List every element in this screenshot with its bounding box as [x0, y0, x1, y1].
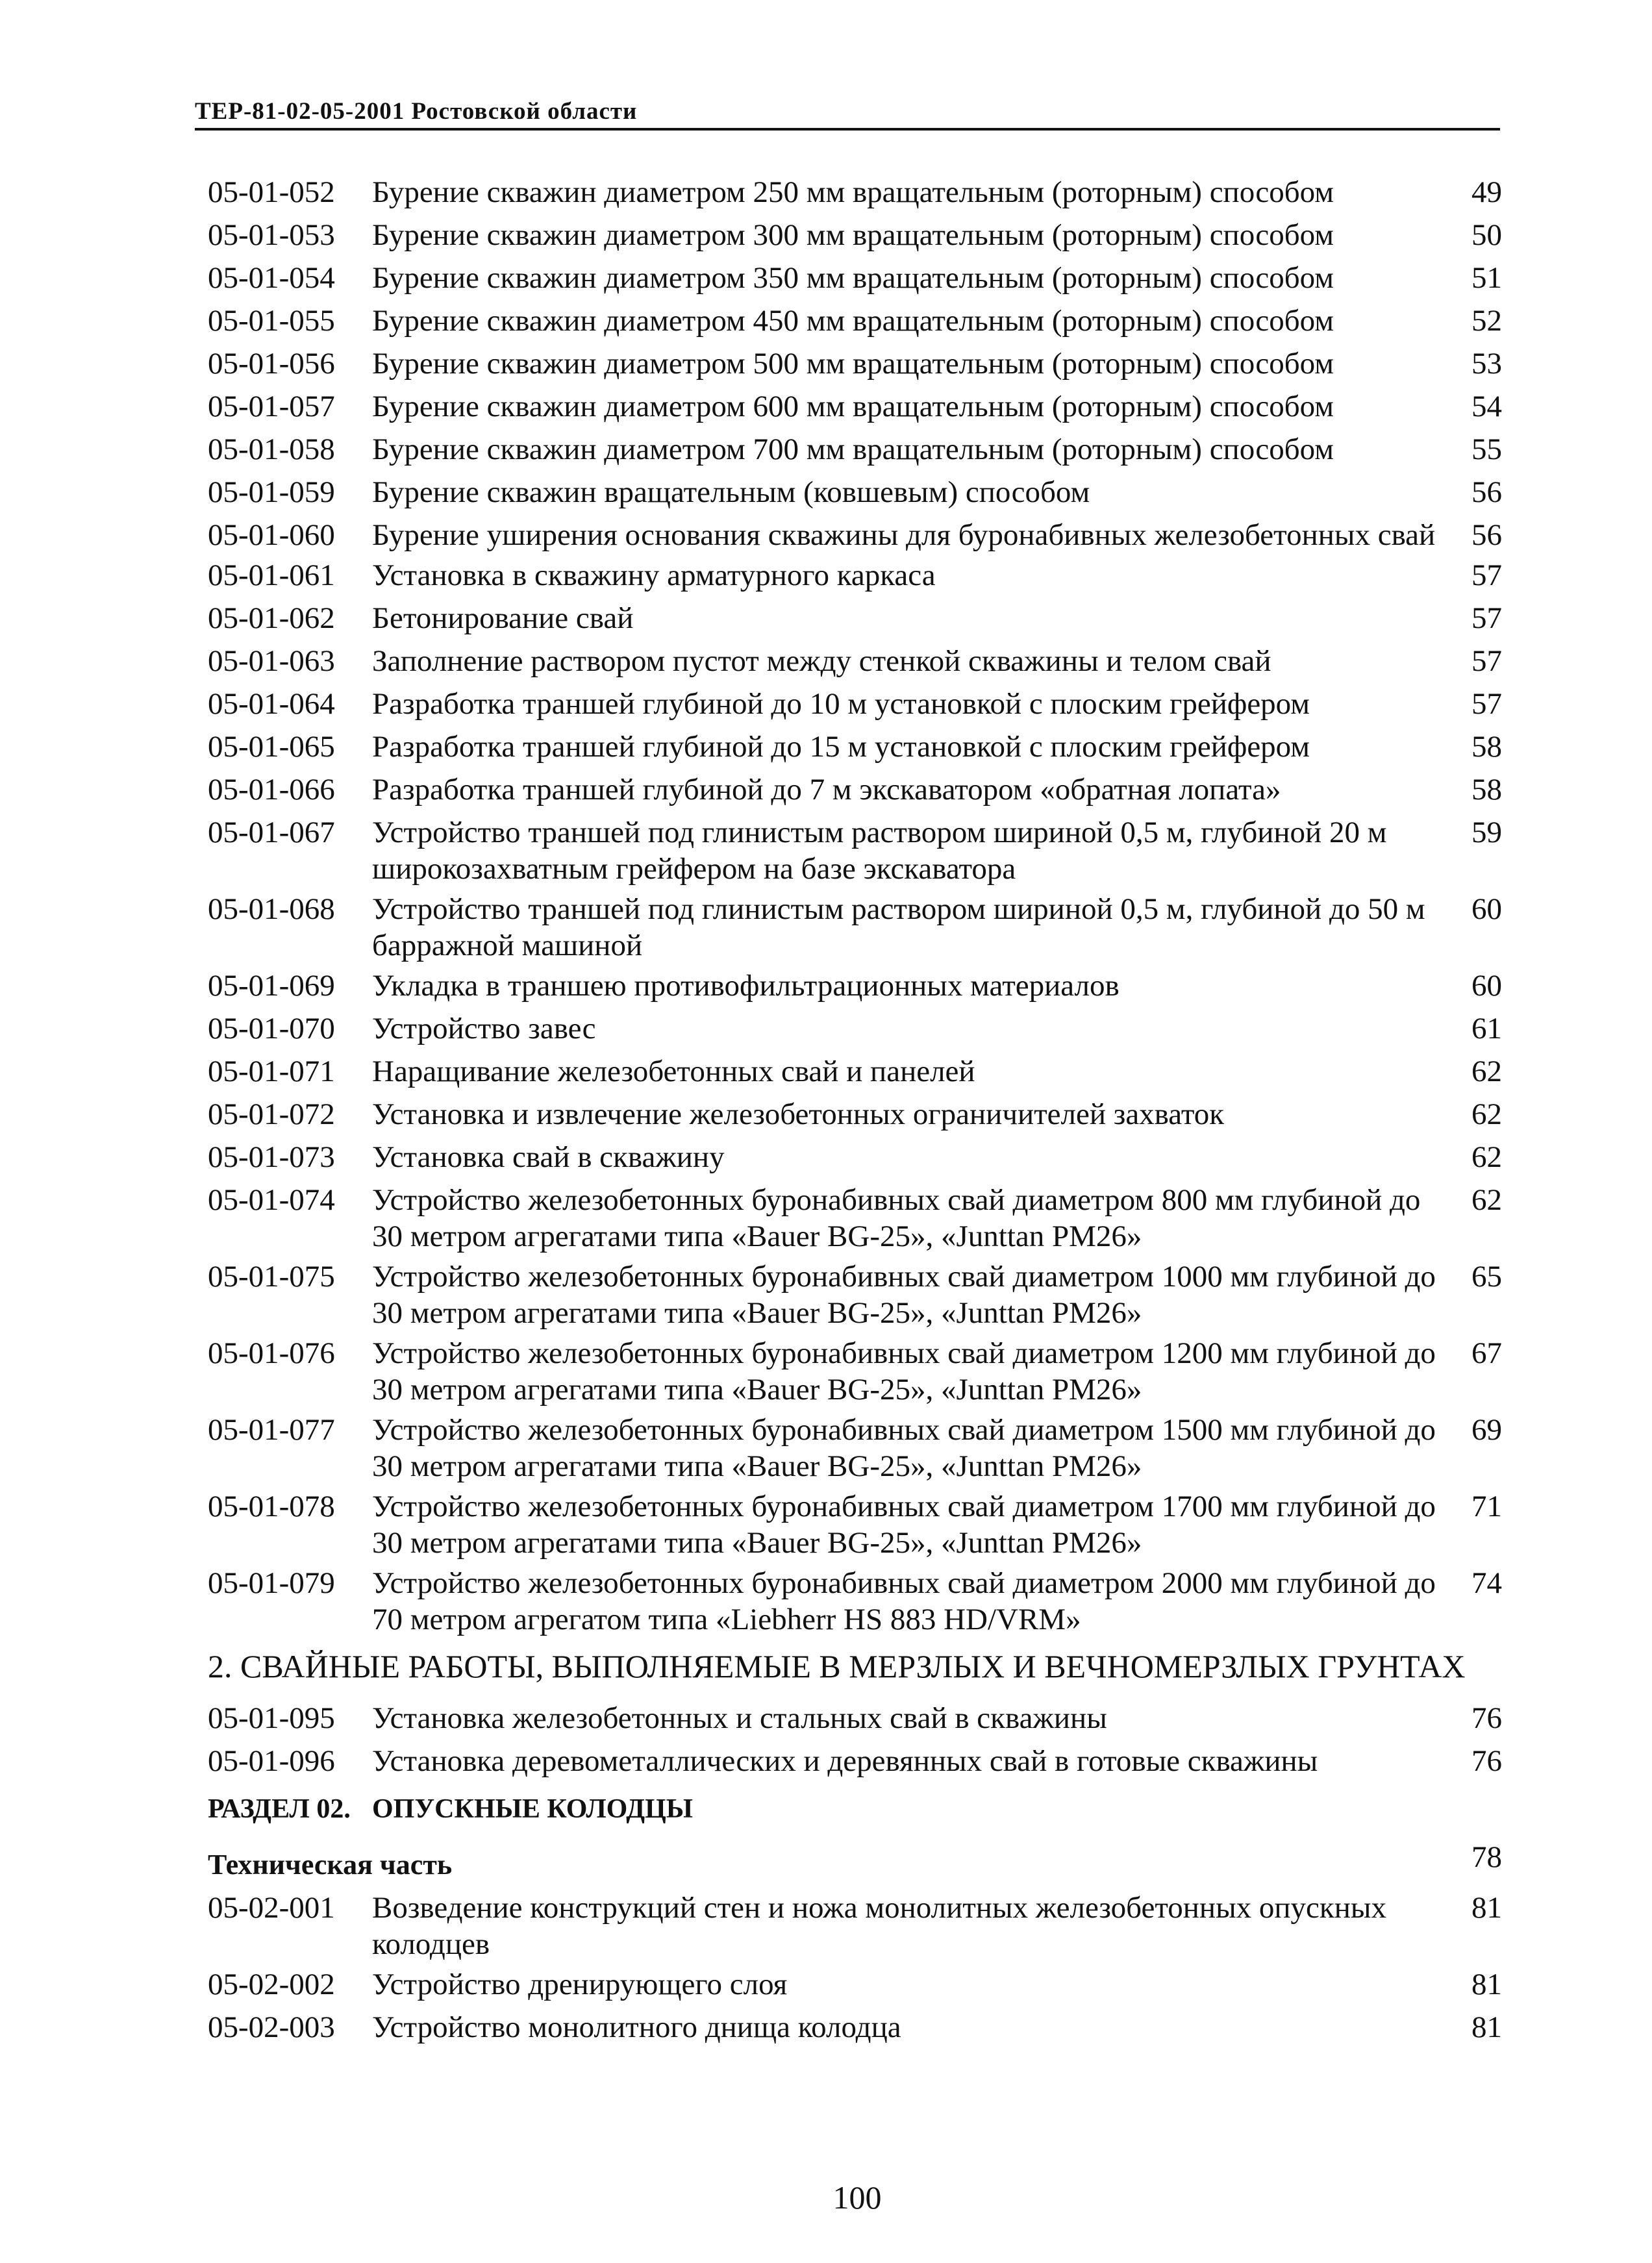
toc-entry-page: 65 [1471, 1260, 1502, 1294]
toc-entry[interactable] [208, 1890, 1513, 1962]
toc-entry-title: Бурение скважин диаметром 250 мм вращательным (роторным) способом [372, 175, 1334, 209]
part-label: РАЗДЕЛ 02. [208, 1794, 351, 1824]
toc-group-part1 [208, 174, 1513, 1638]
toc-entry[interactable] [208, 1412, 1513, 1484]
toc-entry-title: Устройство железобетонных буронабивных свай диаметром 1500 мм глубиной до 30 метром агрегатами типа «Bauer BG-25», «Junttan PM26» [372, 1413, 1436, 1483]
table-of-contents [208, 174, 1513, 2052]
toc-entry-code: 05-01-064 [208, 687, 335, 721]
toc-entry[interactable] [208, 1488, 1513, 1561]
toc-entry-code: 05-01-067 [208, 816, 335, 849]
toc-entry-page: 60 [1471, 969, 1502, 1003]
toc-entry-code: 05-01-078 [208, 1490, 335, 1523]
toc-entry-code: 05-01-052 [208, 175, 335, 209]
toc-entry-title: Установка деревометаллических и деревянных свай в готовые скважины [372, 1744, 1318, 1778]
toc-entry[interactable] [208, 388, 1513, 425]
toc-entry-page: 54 [1471, 390, 1502, 423]
technical-part-row[interactable] [208, 1840, 1513, 1883]
toc-entry-code: 05-01-074 [208, 1183, 335, 1217]
toc-entry[interactable] [208, 557, 1513, 594]
toc-entry-title: Бурение скважин диаметром 600 мм вращательным (роторным) способом [372, 390, 1334, 423]
toc-entry-page: 81 [1471, 2010, 1502, 2044]
toc-entry-title: Устройство железобетонных буронабивных свай диаметром 1000 мм глубиной до 30 метром агрегатами типа «Bauer BG-25», «Junttan PM26» [372, 1260, 1436, 1330]
toc-entry[interactable] [208, 260, 1513, 296]
toc-entry-code: 05-01-096 [208, 1744, 335, 1778]
toc-entry[interactable] [208, 686, 1513, 722]
toc-entry[interactable] [208, 1743, 1513, 1779]
toc-entry-code: 05-01-070 [208, 1012, 335, 1045]
toc-entry-page: 81 [1471, 1891, 1502, 1925]
toc-entry-title: Устройство железобетонных буронабивных свай диаметром 1700 мм глубиной до 30 метром агрегатами типа «Bauer BG-25», «Junttan PM26» [372, 1490, 1436, 1560]
toc-entry-code: 05-01-055 [208, 304, 335, 338]
toc-entry-page: 62 [1471, 1183, 1502, 1217]
toc-entry-code: 05-01-069 [208, 969, 335, 1003]
toc-entry[interactable] [208, 968, 1513, 1004]
toc-entry[interactable] [208, 814, 1513, 887]
toc-entry[interactable] [208, 600, 1513, 636]
toc-entry[interactable] [208, 1096, 1513, 1132]
toc-entry-title: Установка свай в скважину [372, 1140, 725, 1174]
toc-entry-title: Установка железобетонных и стальных свай в скважины [372, 1701, 1107, 1735]
toc-entry-title: Установка в скважину арматурного каркаса [372, 558, 936, 592]
toc-entry[interactable] [208, 1258, 1513, 1331]
toc-entry-code: 05-01-066 [208, 773, 335, 806]
toc-entry-page: 58 [1471, 773, 1502, 806]
toc-entry-page: 59 [1471, 816, 1502, 849]
toc-entry-code: 05-01-056 [208, 347, 335, 381]
toc-entry-title: Бурение скважин диаметром 300 мм вращательным (роторным) способом [372, 218, 1334, 252]
toc-entry-page: 58 [1471, 730, 1502, 764]
toc-entry[interactable] [208, 729, 1513, 765]
toc-entry-page: 50 [1471, 218, 1502, 252]
technical-part-page: 78 [1471, 1840, 1502, 1874]
toc-entry-code: 05-01-057 [208, 390, 335, 423]
toc-entry-title: Устройство железобетонных буронабивных свай диаметром 1200 мм глубиной до 30 метром агрегатами типа «Bauer BG-25», «Junttan PM26» [372, 1336, 1436, 1407]
toc-entry-code: 05-01-072 [208, 1097, 335, 1131]
toc-entry-code: 05-01-053 [208, 218, 335, 252]
toc-entry-page: 57 [1471, 644, 1502, 678]
toc-entry-code: 05-02-002 [208, 1968, 335, 2001]
toc-entry-page: 56 [1471, 518, 1502, 552]
toc-entry-code: 05-01-076 [208, 1336, 335, 1370]
toc-entry-page: 53 [1471, 347, 1502, 381]
toc-entry-title: Установка и извлечение железобетонных ограничителей захваток [372, 1097, 1225, 1131]
toc-entry-page: 52 [1471, 304, 1502, 338]
toc-entry[interactable] [208, 174, 1513, 210]
toc-entry-title: Возведение конструкций стен и ножа монолитных железобетонных опускных колодцев [372, 1891, 1386, 1961]
toc-entry-page: 74 [1471, 1566, 1502, 1600]
toc-entry-code: 05-01-068 [208, 892, 335, 926]
toc-entry[interactable] [208, 517, 1513, 553]
toc-entry-code: 05-01-077 [208, 1413, 335, 1447]
toc-entry[interactable] [208, 771, 1513, 808]
toc-entry-code: 05-01-062 [208, 601, 335, 635]
toc-entry[interactable] [208, 1053, 1513, 1090]
toc-entry[interactable] [208, 217, 1513, 253]
toc-entry[interactable] [208, 1966, 1513, 2003]
toc-entry-title: Бурение скважин диаметром 350 мм вращательным (роторным) способом [372, 261, 1334, 295]
toc-entry-title: Устройство траншей под глинистым раствором шириной 0,5 м, глубиной 20 м широкозахватным грейфером на базе экскаватора [372, 816, 1387, 886]
toc-entry-code: 05-01-095 [208, 1701, 335, 1735]
toc-group-part3 [208, 1890, 1513, 2045]
toc-entry-page: 62 [1471, 1140, 1502, 1174]
toc-entry-page: 76 [1471, 1744, 1502, 1778]
toc-entry-code: 05-01-063 [208, 644, 335, 678]
page-number: 100 [832, 2179, 882, 2216]
toc-entry-code: 05-01-065 [208, 730, 335, 764]
toc-entry[interactable] [208, 891, 1513, 964]
toc-entry-page: 71 [1471, 1490, 1502, 1523]
toc-entry-page: 61 [1471, 1012, 1502, 1045]
toc-entry[interactable] [208, 431, 1513, 468]
toc-entry-title: Бурение скважин вращательным (ковшевым) способом [372, 475, 1090, 509]
toc-entry[interactable] [208, 1335, 1513, 1408]
toc-group-part2 [208, 1700, 1513, 1779]
toc-entry-code: 05-02-003 [208, 2010, 335, 2044]
toc-entry-code: 05-01-075 [208, 1260, 335, 1294]
toc-entry[interactable] [208, 1182, 1513, 1255]
toc-entry-title: Разработка траншей глубиной до 7 м экскаватором «обратная лопата» [372, 773, 1281, 806]
toc-entry[interactable] [208, 1700, 1513, 1736]
toc-entry[interactable] [208, 1139, 1513, 1175]
toc-entry[interactable] [208, 1565, 1513, 1638]
toc-entry-title: Устройство железобетонных буронабивных свай диаметром 800 мм глубиной до 30 метром агрегатами типа «Bauer BG-25», «Junttan PM26» [372, 1183, 1421, 1253]
toc-entry-page: 60 [1471, 892, 1502, 926]
toc-entry-page: 62 [1471, 1055, 1502, 1088]
toc-entry-title: Бетонирование свай [372, 601, 634, 635]
part-title: ОПУСКНЫЕ КОЛОДЦЫ [372, 1794, 694, 1824]
toc-entry-code: 05-01-058 [208, 432, 335, 466]
toc-entry-title: Наращивание железобетонных свай и панелей [372, 1055, 975, 1088]
toc-entry-title: Разработка траншей глубиной до 15 м установкой с плоским грейфером [372, 730, 1310, 764]
toc-entry-title: Заполнение раствором пустот между стенкой скважины и телом свай [372, 644, 1271, 678]
toc-entry-title: Бурение скважин диаметром 450 мм вращательным (роторным) способом [372, 304, 1334, 338]
toc-entry-page: 69 [1471, 1413, 1502, 1447]
part-heading [208, 1791, 1513, 1827]
toc-entry-code: 05-01-060 [208, 518, 335, 552]
toc-entry-title: Устройство железобетонных буронабивных свай диаметром 2000 мм глубиной до 70 метром агрегатом типа «Liebherr HS 883 HD/VRM» [372, 1566, 1436, 1636]
toc-entry[interactable] [208, 345, 1513, 382]
toc-entry-page: 51 [1471, 261, 1502, 295]
toc-entry-title: Бурение скважин диаметром 500 мм вращательным (роторным) способом [372, 347, 1334, 381]
toc-entry-code: 05-01-079 [208, 1566, 335, 1600]
toc-entry-title: Бурение скважин диаметром 700 мм вращательным (роторным) способом [372, 432, 1334, 466]
toc-entry-code: 05-01-073 [208, 1140, 335, 1174]
toc-entry-page: 57 [1471, 687, 1502, 721]
toc-entry[interactable] [208, 1010, 1513, 1047]
toc-entry-code: 05-01-071 [208, 1055, 335, 1088]
toc-entry[interactable] [208, 303, 1513, 339]
toc-entry-page: 49 [1471, 175, 1502, 209]
toc-entry-page: 57 [1471, 558, 1502, 592]
toc-entry-title: Устройство завес [372, 1012, 596, 1045]
toc-entry[interactable] [208, 474, 1513, 510]
toc-entry-title: Устройство дренирующего слоя [372, 1968, 788, 2001]
section-heading-frozen-soils: 2. СВАЙНЫЕ РАБОТЫ, ВЫПОЛНЯЕМЫЕ В МЕРЗЛЫХ И ВЕЧНОМЕРЗЛЫХ ГРУНТАХ [208, 1648, 1466, 1684]
toc-entry[interactable] [208, 643, 1513, 679]
toc-entry[interactable] [208, 2009, 1513, 2045]
toc-entry-title: Разработка траншей глубиной до 10 м установкой с плоским грейфером [372, 687, 1310, 721]
toc-entry-code: 05-01-061 [208, 558, 335, 592]
toc-entry-title: Устройство монолитного днища колодца [372, 2010, 901, 2044]
toc-entry-page: 81 [1471, 1968, 1502, 2001]
technical-part-title: Техническая часть [208, 1849, 453, 1881]
toc-entry-page: 55 [1471, 432, 1502, 466]
toc-entry-code: 05-01-054 [208, 261, 335, 295]
toc-entry-page: 67 [1471, 1336, 1502, 1370]
toc-entry-title: Укладка в траншею противофильтрационных материалов [372, 969, 1120, 1003]
toc-entry-page: 56 [1471, 475, 1502, 509]
toc-entry-code: 05-02-001 [208, 1891, 335, 1925]
document-header: ТЕР-81-02-05-2001 Ростовской области [195, 97, 1500, 131]
toc-entry-page: 57 [1471, 601, 1502, 635]
toc-entry-title: Устройство траншей под глинистым раствором шириной 0,5 м, глубиной до 50 м барражной машиной [372, 892, 1425, 962]
toc-entry-code: 05-01-059 [208, 475, 335, 509]
toc-entry-title: Бурение уширения основания скважины для буронабивных железобетонных свай [372, 518, 1436, 552]
toc-entry-page: 62 [1471, 1097, 1502, 1131]
toc-entry-page: 76 [1471, 1701, 1502, 1735]
